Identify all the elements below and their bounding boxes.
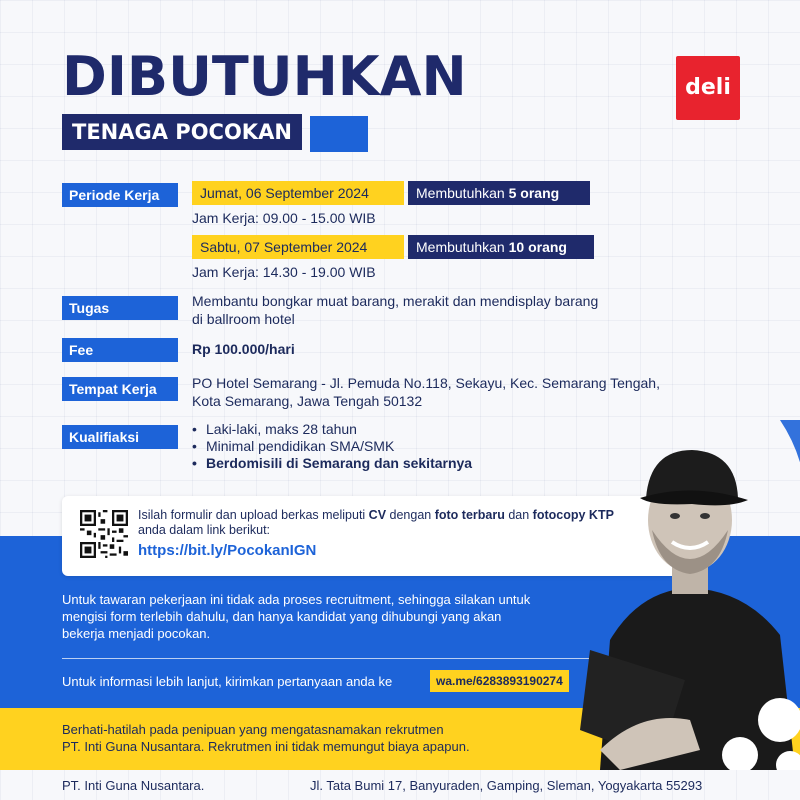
shift-2-need: Membutuhkan 10 orang — [408, 235, 594, 259]
warning-text — [62, 721, 470, 755]
headline: DIBUTUHKAN — [62, 45, 467, 108]
kualifikasi-item: • Minimal pendidikan SMA/SMK — [192, 438, 472, 455]
info-line-3: bekerja menjadi pocokan. — [62, 626, 211, 641]
tempat-line-1: PO Hotel Semarang - Jl. Pemuda No.118, Sekayu, Kec. Semarang Tengah, — [192, 375, 660, 391]
footer-address: Jl. Tata Bumi 17, Banyuraden, Gamping, Sleman, Yogyakarta 55293 — [310, 778, 703, 793]
tempat-line-2: Kota Semarang, Jawa Tengah 50132 — [192, 393, 423, 409]
tugas-line-2: di ballroom hotel — [192, 311, 295, 327]
deli-logo: deli — [676, 56, 740, 120]
kualifikasi-item: • Laki-laki, maks 28 tahun — [192, 421, 472, 438]
divider — [62, 658, 602, 659]
shift-1-date: Jumat, 06 September 2024 — [192, 181, 404, 205]
apply-link[interactable]: https://bit.ly/PocokanIGN — [138, 542, 317, 559]
warning-line-2: PT. Inti Guna Nusantara. Rekrutmen ini tidak memungut biaya apapun. — [62, 739, 470, 754]
shift-2-date: Sabtu, 07 September 2024 — [192, 235, 404, 259]
card-line-1: Isilah formulir dan upload berkas meliputi CV dengan foto terbaru dan fotocopy KTP — [138, 508, 614, 522]
shift-1-need: Membutuhkan 5 orang — [408, 181, 590, 205]
kualifikasi-list — [192, 421, 472, 472]
card-line-2: anda dalam link berikut: — [138, 523, 271, 537]
whatsapp-link[interactable]: wa.me/6283893190274 — [430, 670, 569, 692]
fee-value: Rp 100.000/hari — [192, 341, 295, 357]
subhead: TENAGA POCOKAN — [62, 114, 302, 150]
footer-company: PT. Inti Guna Nusantara. — [62, 778, 205, 793]
label-tempat-kerja: Tempat Kerja — [62, 377, 178, 401]
worker-photo — [580, 420, 800, 770]
subhead-accent — [310, 116, 368, 152]
shift-2-hours: Jam Kerja: 14.30 - 19.00 WIB — [192, 264, 376, 280]
label-kualifikasi: Kualifiaksi — [62, 425, 178, 449]
tugas-line-1: Membantu bongkar muat barang, merakit dan mendisplay barang — [192, 293, 599, 309]
warning-line-1: Berhati-hatilah pada penipuan yang mengatasnamakan rekrutmen — [62, 722, 444, 737]
label-fee: Fee — [62, 338, 178, 362]
info-line-1: Untuk tawaran pekerjaan ini tidak ada proses recruitment, sehingga silakan untuk — [62, 592, 531, 607]
tugas-text — [192, 292, 598, 328]
shift-1-hours: Jam Kerja: 09.00 - 15.00 WIB — [192, 210, 376, 226]
info-line-2: mengisi form terlebih dahulu, dan hanya kandidat yang dihubungi yang akan — [62, 609, 502, 624]
kualifikasi-item: • Berdomisili di Semarang dan sekitarnya — [192, 455, 472, 472]
info-text — [62, 591, 530, 642]
qr-code-icon[interactable] — [80, 510, 128, 558]
label-periode-kerja: Periode Kerja — [62, 183, 178, 207]
contact-text: Untuk informasi lebih lanjut, kirimkan pertanyaan anda ke — [62, 674, 393, 689]
tempat-text — [192, 374, 660, 410]
label-tugas: Tugas — [62, 296, 178, 320]
